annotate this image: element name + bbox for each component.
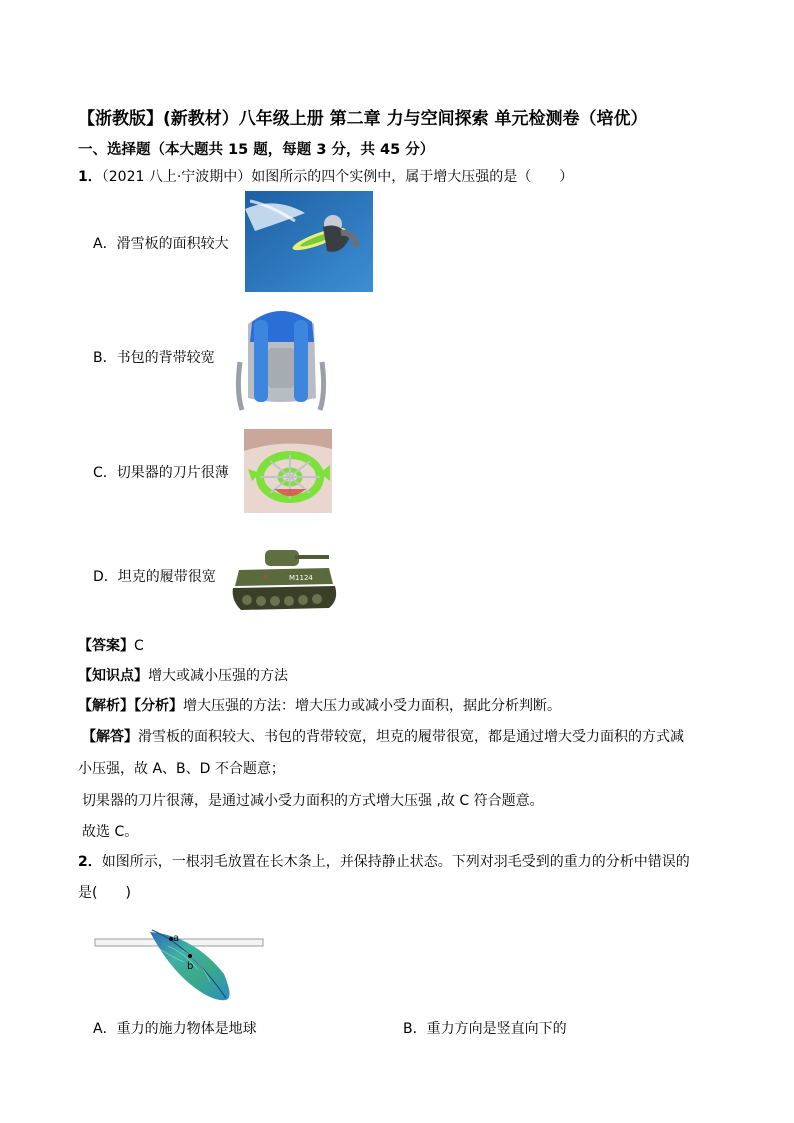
question-text: （2021 八上·宁波期中）如图所示的四个实例中，属于增大压强的是（ ） (101, 169, 574, 185)
apple-slicer-image (244, 429, 332, 513)
option-a-label: A．滑雪板的面积较大 (93, 236, 229, 252)
page-title: 【浙教版】(新教材）八年级上册 第二章 力与空间探索 单元检测卷（培优） (78, 109, 648, 129)
tank-marking: M1124 (289, 574, 313, 582)
answer-value: C (134, 638, 144, 654)
solution-line-1 (82, 726, 684, 746)
analysis-tag: 【解析】【分析】 (78, 698, 183, 714)
question-text: 如图所示，一根羽毛放置在长木条上，并保持静止状态。下列对羽毛受到的重力的分析中错误的 (101, 854, 690, 870)
point-b-label: b (187, 961, 194, 972)
snowboarder-image (245, 191, 373, 292)
solution-line-3: 切果器的刀片很薄，是通过减小受力面积的方式增大压强 ,故 C 符合题意。 (82, 793, 544, 809)
section-heading: 一、选择题（本大题共 15 题，每题 3 分，共 45 分） (78, 142, 435, 158)
question-1-stem (78, 166, 573, 186)
solution-line-4: 故选 C。 (82, 824, 139, 840)
q2-option-b-label: B．重力方向是竖直向下的 (403, 1021, 567, 1037)
question-2-stem-line-2: 是( ) (78, 885, 131, 901)
option-b-label: B．书包的背带较宽 (93, 350, 215, 366)
tank-image (229, 530, 340, 619)
feather-figure (94, 926, 266, 1004)
option-d-label: D．坦克的履带很宽 (93, 569, 216, 585)
knowledge-line (78, 665, 288, 685)
solution-tag: 【解答】 (82, 729, 138, 745)
backpack-image (234, 302, 329, 415)
point-a-label: a (173, 933, 180, 944)
knowledge-tag: 【知识点】 (78, 668, 148, 684)
solution-text-1: 滑雪板的面积较大、书包的背带较宽，坦克的履带很宽，都是通过增大受力面积的方式减 (138, 729, 684, 745)
option-c-label: C．切果器的刀片很薄 (93, 465, 229, 481)
question-2-stem-line-1 (78, 851, 690, 871)
q2-option-a-label: A．重力的施力物体是地球 (93, 1021, 257, 1037)
solution-line-2: 小压强，故 A、B、D 不合题意； (78, 761, 285, 777)
answer-tag: 【答案】 (78, 638, 134, 654)
analysis-text: 增大压强的方法：增大压力或减小受力面积，据此分析判断。 (183, 698, 561, 714)
knowledge-text: 增大或减小压强的方法 (148, 668, 288, 684)
question-number: 1． (78, 169, 102, 185)
analysis-line (78, 695, 561, 715)
answer-line (78, 635, 144, 655)
question-number: 2． (78, 854, 102, 870)
